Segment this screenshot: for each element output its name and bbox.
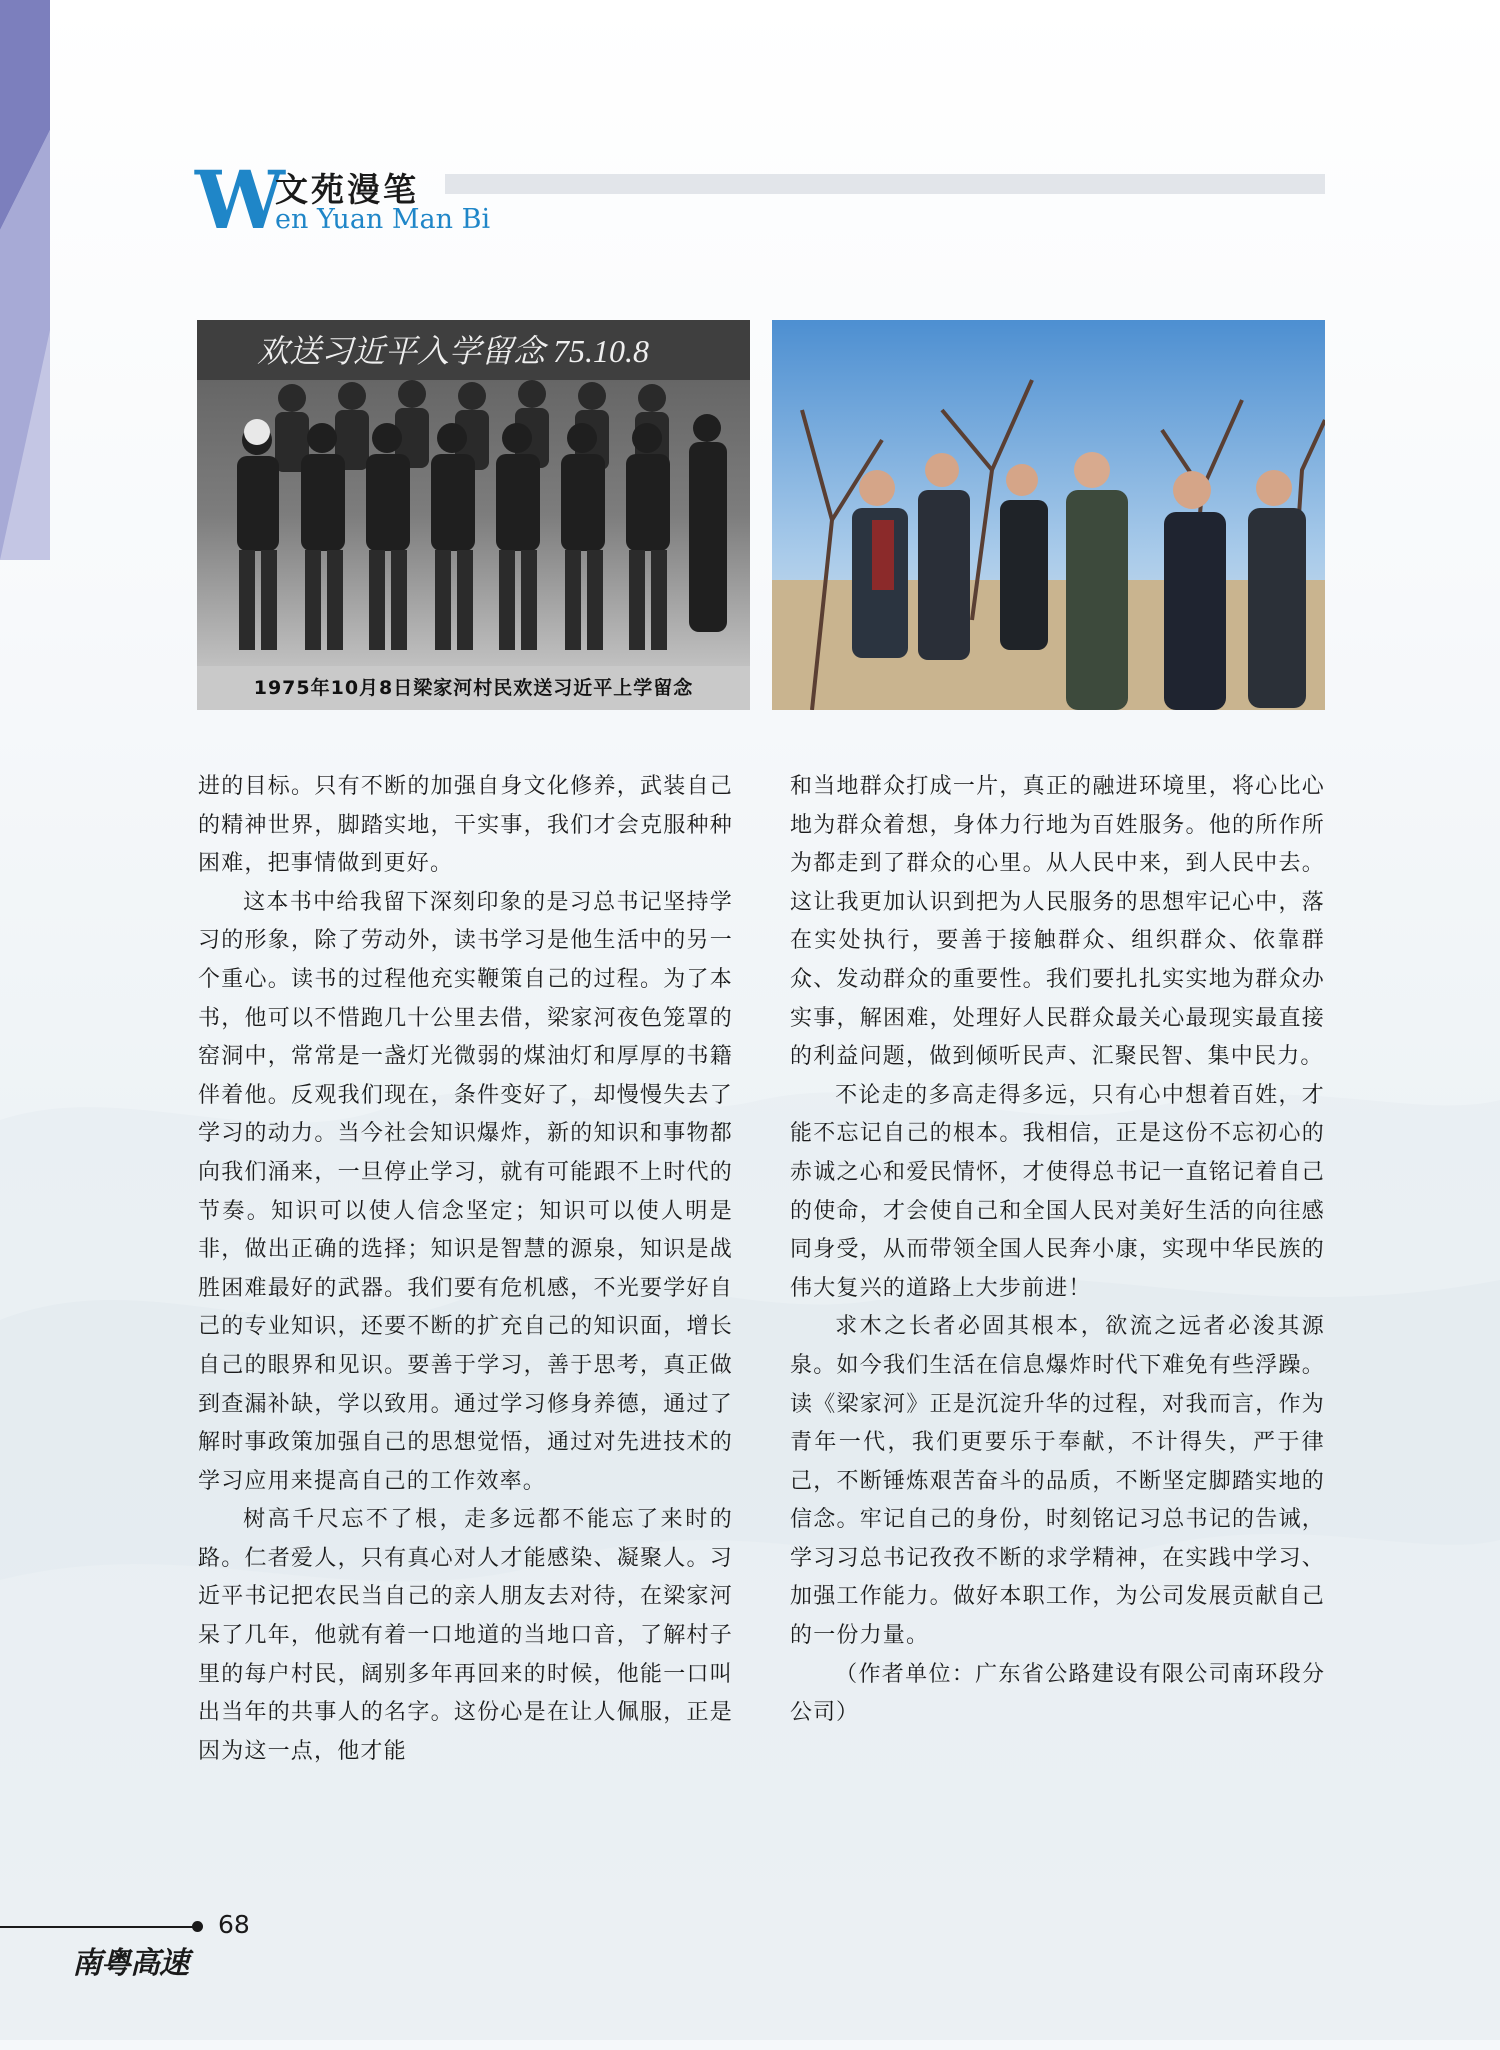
paragraph: 这本书中给我留下深刻印象的是习总书记坚持学习的形象，除了劳动外，读书学习是他生活中的另一个重心。读书的过程他充实鞭策自己的过程。为了本书，他可以不惜跑几十公里去借，梁家河夜色笼罩的窑洞中，常常是一盏灯光微弱的煤油灯和厚厚的书籍伴着他。反观我们现在，条件变好了，却慢慢失去了学习的动力。当今社会知识爆炸，新的知识和事物都向我们涌来，一旦停止学习，就有可能跟不上时代的节奏。知识可以使人信念坚定；知识可以使人明是非，做出正确的选择；知识是智慧的源泉，知识是战胜困难最好的武器。我们要有危机感，不光要学好自己的专业知识，还要不断的扩充自己的知识面，增长自己的眼界和见识。要善于学习，善于思考，真正做到查漏补缺，学以致用。通过学习修身养德，通过了解时事政策加强自己的思想觉悟，通过对先进技术的学习应用来提高自己的工作效率。 <box>198 889 733 1494</box>
magazine-logo: 南粤高速 <box>72 1946 188 1981</box>
page-number: 68 <box>218 1910 250 1939</box>
paragraph: 求木之长者必固其根本，欲流之远者必浚其源泉。如今我们生活在信息爆炸时代下难免有些浮躁。读《梁家河》正是沉淀升华的过程，对我而言，作为青年一代，我们更要乐于奉献，不计得失，严于律己，不断锤炼艰苦奋斗的品质，不断坚定脚踏实地的信念。牢记自己的身份，时刻铭记习总书记的告诫，学习习总书记孜孜不断的求学精神，在实践中学习、加强工作能力。做好本职工作，为公司发展贡献自己的一份力量。 <box>790 1314 1325 1649</box>
historical-group-photo <box>197 320 750 710</box>
photo-caption: 1975年10月8日梁家河村民欢送习近平上学留念 <box>197 666 750 710</box>
field-visit-photo <box>772 320 1325 710</box>
photo-banner-text: 欢送习近平入学留念 75.10.8 <box>257 333 650 369</box>
field-visit-image <box>772 320 1325 710</box>
paragraph: 和当地群众打成一片，真正的融进环境里，将心比心地为群众着想，身体力行地为百姓服务。他的所作所为都走到了群众的心里。从人民中来，到人民中去。这让我更加认识到把为人民服务的思想牢记心中，落在实处执行，要善于接触群众、组织群众、依靠群众、发动群众的重要性。我们要扎扎实实地为群众办实事，解困难，处理好人民群众最关心最现实最直接的利益问题，做到倾听民声、汇聚民智、集中民力。 <box>790 774 1325 1070</box>
author-credit: （作者单位：广东省公路建设有限公司南环段分公司） <box>790 1661 1325 1726</box>
footer-dot <box>192 1921 203 1932</box>
group-photo-image <box>197 320 750 710</box>
header-title-en: en Yuan Man Bi <box>275 204 491 235</box>
article-column-right <box>790 768 1325 1733</box>
article-column-left <box>198 768 733 1771</box>
header-initial: W <box>195 153 285 247</box>
paragraph: 不论走的多高走得多远，只有心中想着百姓，才能不忘记自己的根本。我相信，正是这份不忘初心的赤诚之心和爱民情怀，才使得总书记一直铭记着自己的使命，才会使自己和全国人民对美好生活的向往感同身受，从而带领全国人民奔小康，实现中华民族的伟大复兴的道路上大步前进！ <box>790 1082 1325 1301</box>
paragraph: 进的目标。只有不断的加强自身文化修养，武装自己的精神世界，脚踏实地，干实事，我们才会克服种种困难，把事情做到更好。 <box>198 774 733 877</box>
corner-decoration <box>0 0 70 560</box>
paragraph: 树高千尺忘不了根，走多远都不能忘了来时的路。仁者爱人，只有真心对人才能感染、凝聚人。习近平书记把农民当自己的亲人朋友去对待，在梁家河呆了几年，他就有着一口地道的当地口音，了解村子里的每户村民，阔别多年再回来的时候，他能一口叫出当年的共事人的名字。这份心是在让人佩服，正是因为这一点，他才能 <box>198 1507 733 1764</box>
footer-rule <box>0 1926 195 1928</box>
header-title-cn: 文苑漫笔 <box>275 170 419 209</box>
section-header <box>195 153 1325 247</box>
header-divider-bar <box>445 174 1325 194</box>
